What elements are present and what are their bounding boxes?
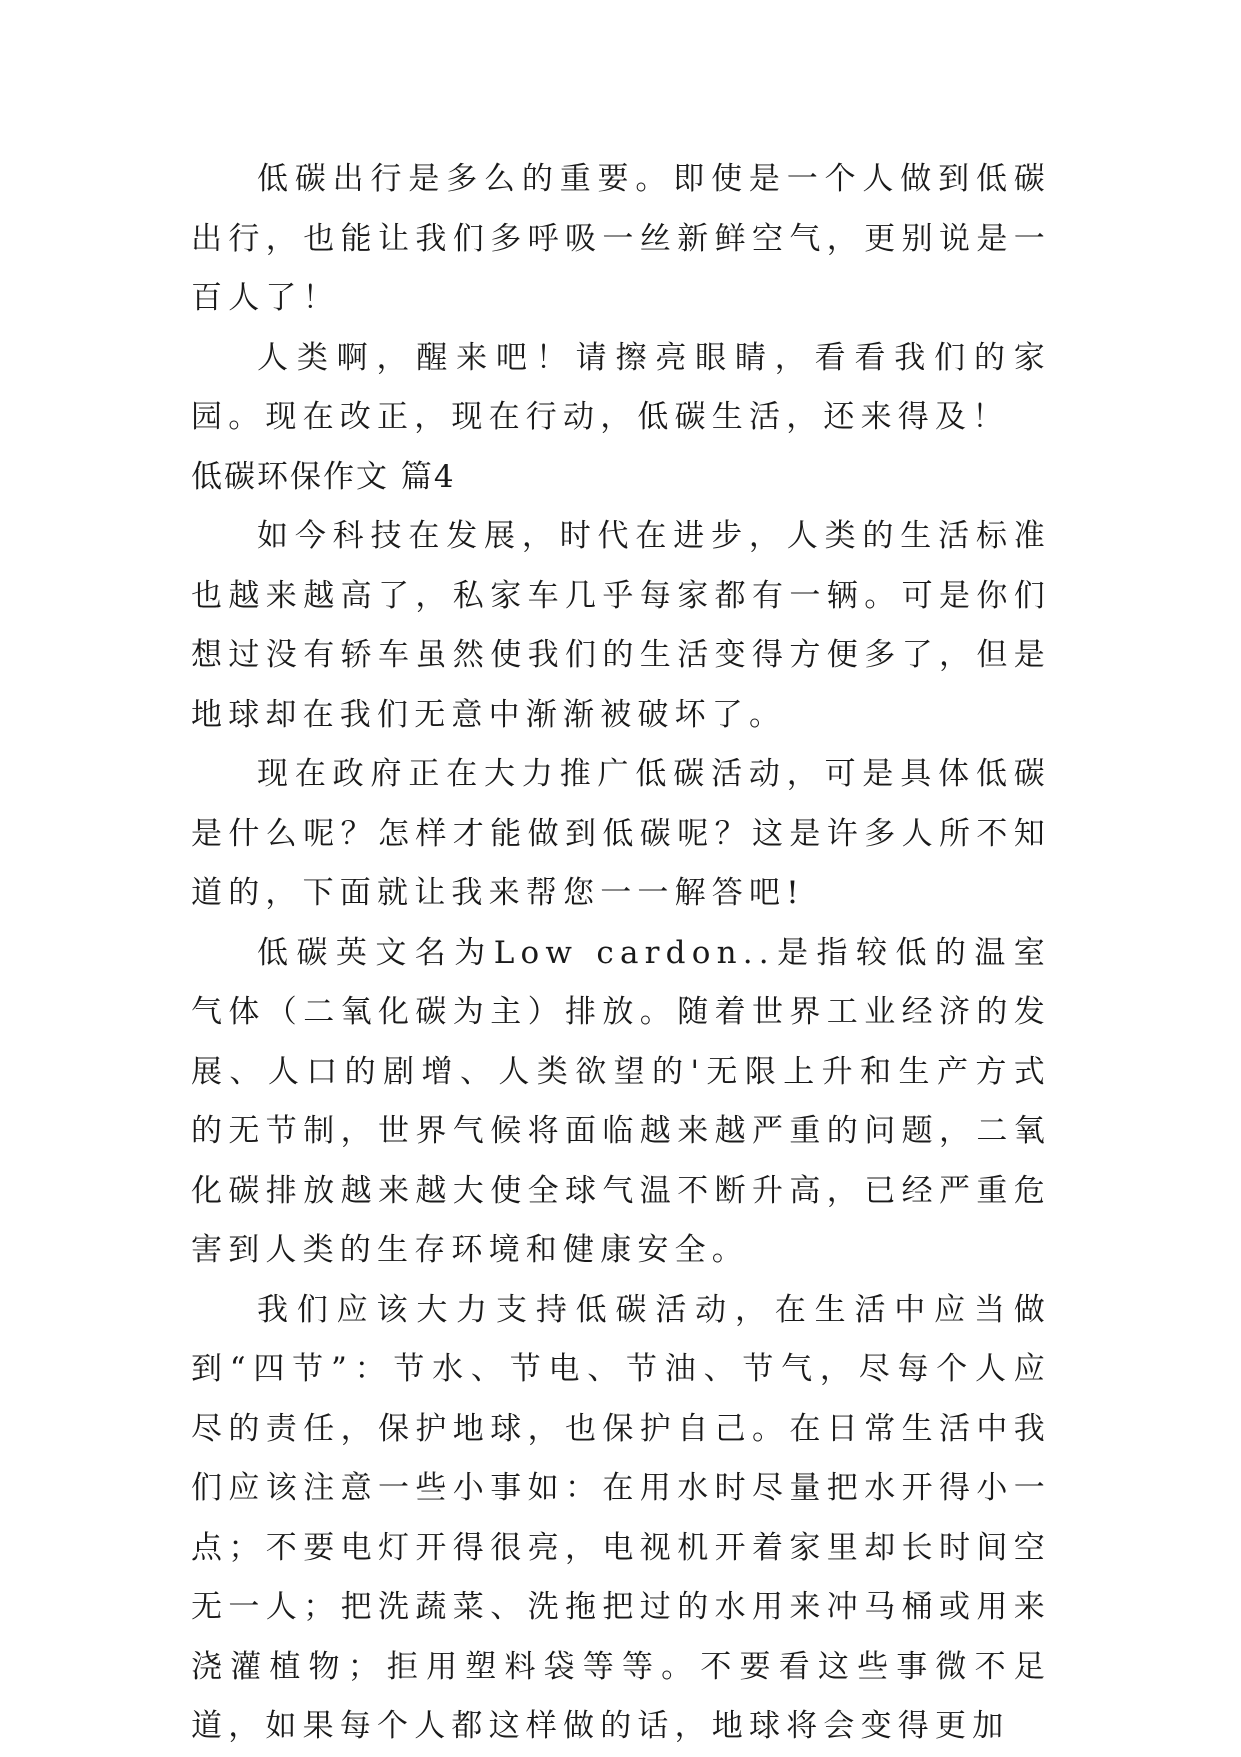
paragraph-low-carbon-travel: 低碳出行是多么的重要。即使是一个人做到低碳出行，也能让我们多呼吸一丝新鲜空气，更别说是一百人了！ bbox=[191, 161, 1051, 316]
paragraph-technology-development: 如今科技在发展，时代在进步，人类的生活标准也越来越高了，私家车几乎每家都有一辆。可是你们想过没有轿车虽然使我们的生活变得方便多了，但是地球却在我们无意中渐渐被破坏了。 bbox=[191, 518, 1051, 733]
section-heading: 低碳环保作文 篇4 bbox=[191, 458, 456, 495]
paragraph-wake-up: 人类啊，醒来吧！请擦亮眼睛，看看我们的家园。现在改正，现在行动，低碳生活，还来得及！ bbox=[191, 339, 1051, 435]
paragraph-low-carbon-definition: 低碳英文名为Low cardon..是指较低的温室气体（二氧化碳为主）排放。随着世界工业经济的发展、人口的剧增、人类欲望的'无限上升和生产方式的无节制，世界气候将面临越来越严重的问题，二氧化碳排放越来越大使全球气温不断升高，已经严重危害到人类的生存环境和健康安全。 bbox=[191, 934, 1051, 1268]
paragraph-government-promotion: 现在政府正在大力推广低碳活动，可是具体低碳是什么呢？怎样才能做到低碳呢？这是许多人所不知道的，下面就让我来帮您一一解答吧! bbox=[191, 756, 1051, 911]
paragraph-four-savings: 我们应该大力支持低碳活动，在生活中应当做到“四节”：节水、节电、节油、节气，尽每个人应尽的责任，保护地球，也保护自己。在日常生活中我们应该注意一些小事如：在用水时尽量把水开得小一点；不要电灯开得很亮，电视机开着家里却长时间空无一人；把洗蔬菜、洗拖把过的水用来冲马桶或用来浇灌植物；拒用塑料袋等等。不要看这些事微不足道，如果每个人都这样做的话，地球将会变得更加 bbox=[191, 1291, 1051, 1744]
document-body bbox=[191, 150, 1051, 1757]
